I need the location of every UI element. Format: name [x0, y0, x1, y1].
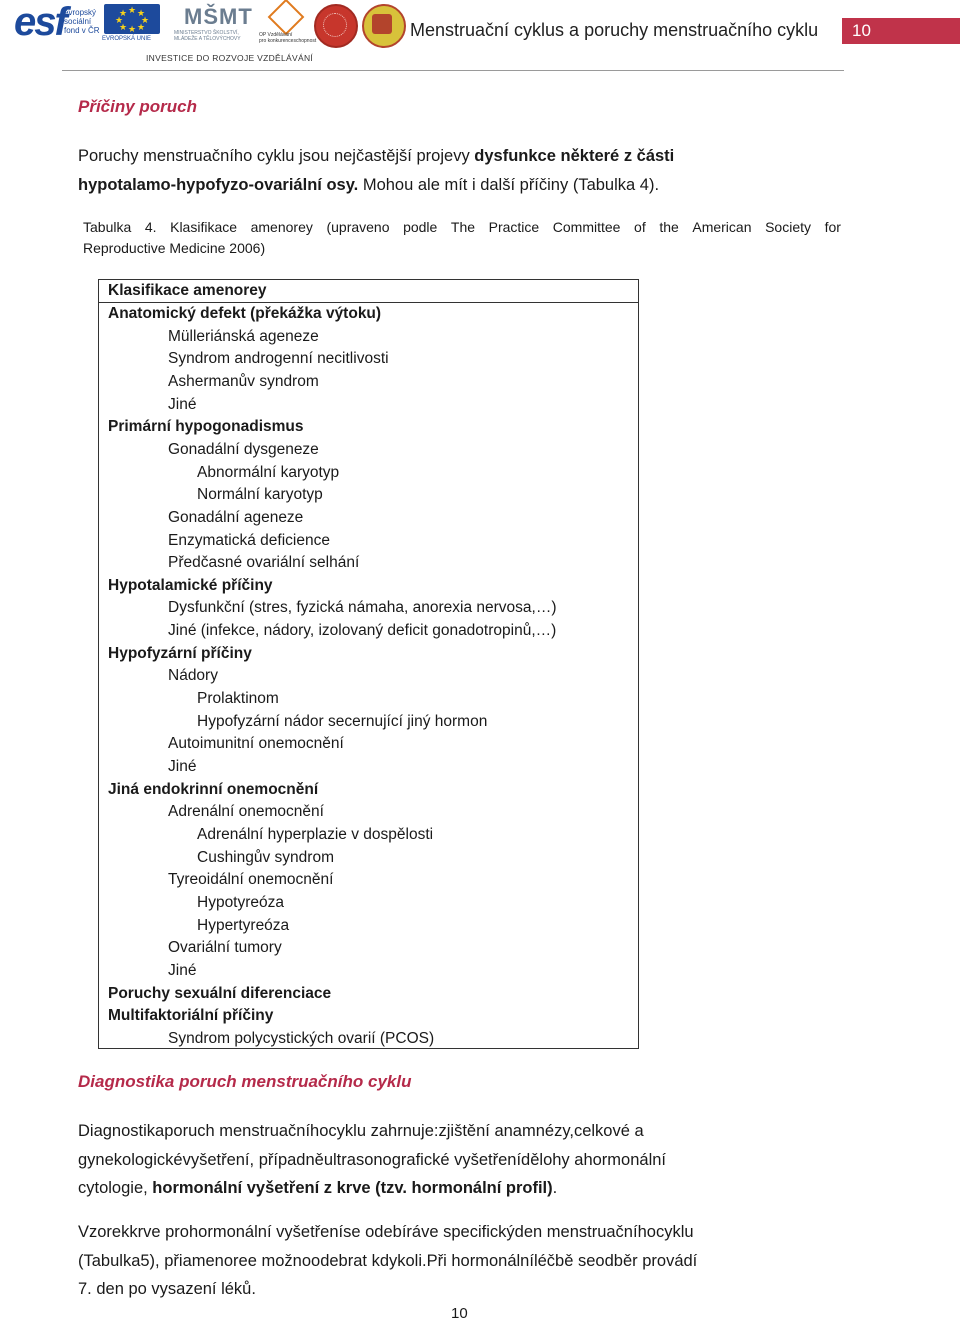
op-logo	[259, 4, 321, 46]
paragraph-diagnostics	[78, 1117, 841, 1203]
table-row: Mülleriánská ageneze	[168, 327, 319, 345]
msmt-logo	[174, 4, 254, 46]
paragraph-blood-sample	[78, 1218, 841, 1304]
eu-flag-icon: ★ ★ ★ ★ ★ ★ ★ ★	[104, 4, 160, 34]
table-row: Hypotalamické příčiny	[108, 576, 273, 594]
paragraph-line: (Tabulka5), přiamenoree možnoodebrat kdykoli.Při hormonálníléčbě seodběr provádí	[78, 1251, 698, 1270]
table-row: Cushingův syndrom	[197, 848, 334, 866]
table-row: Jiné	[168, 961, 197, 979]
page-number-badge: 10	[842, 18, 960, 44]
caption-line: Tabulka 4. Klasifikace amenorey (upraveno podle The Practice Committee of the American Society for	[83, 219, 841, 235]
table-row: Adrenální hyperplazie v dospělosti	[197, 825, 434, 843]
table-header	[99, 280, 638, 303]
op-logo-icon	[268, 0, 305, 35]
table-row: Hypertyreóza	[197, 916, 290, 934]
paragraph-line: gynekologickévyšetření, případněultrasonografické vyšetřenídělohy ahormonální	[78, 1150, 667, 1169]
paragraph-line: Vzorekkrve prohormonální vyšetřeníse odebíráve specifickýden menstruačníhocyklu	[78, 1223, 694, 1241]
table-row: Gonadální dysgeneze	[168, 440, 319, 458]
eu-caption: EVROPSKÁ UNIE	[102, 36, 152, 42]
paragraph-line: Diagnostikaporuch menstruačníhocyklu zahrnuje:zjištění anamnézy,celkové a	[78, 1122, 644, 1140]
table-row: Tyreoidální onemocnění	[168, 871, 334, 889]
table-row: Syndrom androgenní necitlivosti	[168, 350, 389, 368]
table-row: Dysfunkční (stres, fyzická námaha, anorexia nervosa,…)	[168, 599, 557, 617]
table-row: Normální karyotyp	[197, 486, 323, 504]
table-row: Ashermanův syndrom	[168, 372, 319, 390]
running-header-title: Menstruační cyklus a poruchy menstruačního cyklu	[410, 20, 819, 40]
table-row: Poruchy sexuální diferenciace	[108, 984, 332, 1002]
esf-logo-text: evropský sociální fond v ČR	[64, 8, 100, 35]
table-row: Anatomický defekt (překážka výtoku)	[108, 305, 382, 322]
table-row: Multifaktoriální příčiny	[108, 1007, 274, 1025]
table-row: Ovariální tumory	[168, 939, 282, 957]
table-caption	[83, 217, 841, 259]
table-row: Prolaktinom	[197, 690, 279, 708]
table-row: Jiná endokrinní onemocnění	[108, 780, 319, 798]
op-caption: OP Vzdělávání pro konkurenceschopnost	[259, 32, 317, 44]
table-row: Primární hypogonadismus	[108, 418, 304, 436]
investice-tagline: INVESTICE DO ROZVOJE VZDĚLÁVÁNÍ	[146, 53, 314, 63]
amenorrhea-classification-table	[98, 279, 639, 1049]
paragraph-line: 7. den po vysazení léků.	[78, 1280, 256, 1298]
table-row: Hypotyreóza	[197, 893, 285, 911]
eu-flag-logo	[104, 4, 162, 44]
msmt-mark: MŠMT	[184, 4, 253, 29]
header-divider	[62, 70, 844, 71]
table-title: Klasifikace amenorey	[108, 282, 267, 299]
table-row: Syndrom polycystických ovarií (PCOS)	[168, 1029, 435, 1047]
esf-logo-mark: esf	[14, 0, 66, 44]
caption-line: Reproductive Medicine 2006)	[83, 240, 266, 256]
table-row: Gonadální ageneze	[168, 508, 304, 526]
table-row: Předčasné ovariální selhání	[168, 554, 360, 572]
section-heading-causes: Příčiny poruch	[78, 97, 198, 116]
table-row: Autoimunitní onemocnění	[168, 735, 344, 753]
university-seal-icon	[314, 4, 358, 48]
msmt-caption: MINISTERSTVO ŠKOLSTVÍ, MLÁDEŽE A TĚLOVÝCHOVY	[174, 30, 241, 42]
table-row: Nádory	[168, 667, 218, 685]
table-row: Adrenální onemocnění	[168, 803, 324, 821]
paragraph-line: hypotalamo-hypofyzo-ovariální osy. Mohou ale mít i další příčiny (Tabulka 4).	[78, 175, 660, 194]
paragraph-line: cytologie, hormonální vyšetření z krve (tzv. hormonální profil).	[78, 1179, 558, 1197]
footer-page-number: 10	[451, 1305, 468, 1322]
section-heading-diagnostics: Diagnostika poruch menstruačního cyklu	[78, 1072, 412, 1091]
faculty-seal-icon	[362, 4, 406, 48]
paragraph-causes	[78, 142, 841, 199]
table-row: Enzymatická deficience	[168, 531, 330, 549]
paragraph-line: Poruchy menstruačního cyklu jsou nejčastější projevy dysfunkce některé z části	[78, 147, 675, 165]
table-row: Abnormální karyotyp	[197, 463, 340, 481]
table-row: Jiné (infekce, nádory, izolovaný deficit gonadotropinů,…)	[168, 622, 557, 640]
table-row: Hypofyzární nádor secernující jiný hormon	[197, 712, 488, 730]
table-row: Jiné	[168, 758, 197, 775]
table-row: Hypofyzární příčiny	[108, 644, 252, 662]
table-row: Jiné	[168, 395, 197, 413]
